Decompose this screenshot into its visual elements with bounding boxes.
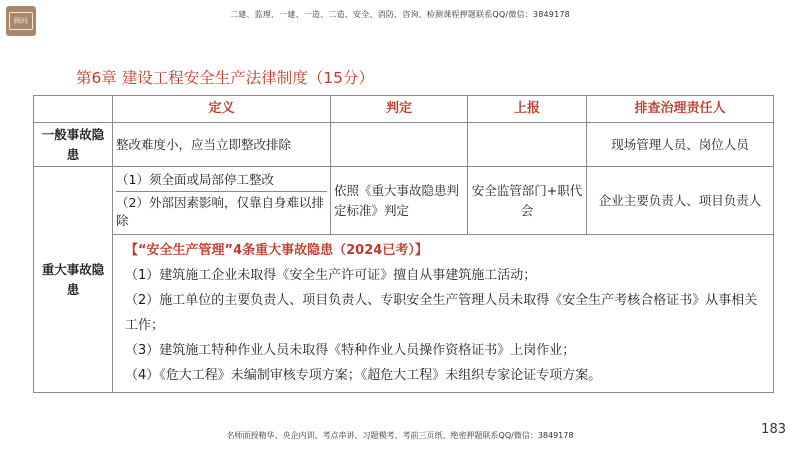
major-list-row [34, 235, 774, 393]
header-report: 上报 [468, 96, 587, 123]
major-hazard-label: 重大事故隐患 [34, 167, 113, 393]
page-title: 第6章 建设工程安全生产法律制度（15分） [76, 69, 375, 87]
top-banner: 二建、监理、一建、一造、二造、安全、消防、咨询、检测课程押题联系QQ/微信：3849178 [230, 10, 570, 19]
header-definition: 定义 [113, 96, 331, 123]
major-list-cell [113, 235, 774, 393]
general-hazard-label: 一般事故隐患 [34, 123, 113, 167]
major-definition-2: （2）外部因素影响，仅靠自身难以排除 [116, 195, 324, 228]
header-judgment: 判定 [331, 96, 468, 123]
general-hazard-row [34, 123, 774, 167]
general-definition: 整改难度小，应当立即整改排除 [113, 123, 331, 167]
header-responsible: 排查治理责任人 [587, 96, 774, 123]
major-judgment: 依照《重大事故隐患判定标准》判定 [331, 167, 468, 235]
major-list-item-2: （2）施工单位的主要负责人、项目负责人、专职安全生产管理人员未取得《安全生产考核合格证书》从事相关工作； [125, 293, 758, 333]
bottom-banner: 名师面授精华、央企内训、考点串讲、习题模考、考前三页纸、绝密押题联系QQ/微信：3849178 [226, 431, 574, 440]
major-responsible: 企业主要负责人、项目负责人 [587, 167, 774, 235]
major-report: 安全监管部门+职代会 [468, 167, 587, 235]
header-empty [34, 96, 113, 123]
major-list-item-4: （4）《危大工程》未编制审核专项方案；《超危大工程》未组织专家论证专项方案。 [125, 368, 602, 383]
hazard-table [33, 95, 774, 393]
general-report [468, 123, 587, 167]
page-number: 183 [761, 422, 786, 437]
major-list-item-3: （3）建筑施工特种作业人员未取得《特种作业人员操作资格证书》上岗作业； [125, 343, 576, 358]
major-definition-cell [113, 167, 331, 235]
general-responsible: 现场管理人员、岗位人员 [587, 123, 774, 167]
major-hazard-row [34, 167, 774, 235]
major-definition-1: （1）须全面或局部停工整改 [116, 171, 327, 192]
major-list-title: 【“安全生产管理”4条重大事故隐患（2024已考）】 [125, 243, 428, 258]
major-list-item-1: （1）建筑施工企业未取得《安全生产许可证》擅自从事建筑施工活动； [125, 268, 537, 283]
logo-text: 顾问 [9, 12, 33, 30]
general-judgment [331, 123, 468, 167]
header-row [34, 96, 774, 123]
